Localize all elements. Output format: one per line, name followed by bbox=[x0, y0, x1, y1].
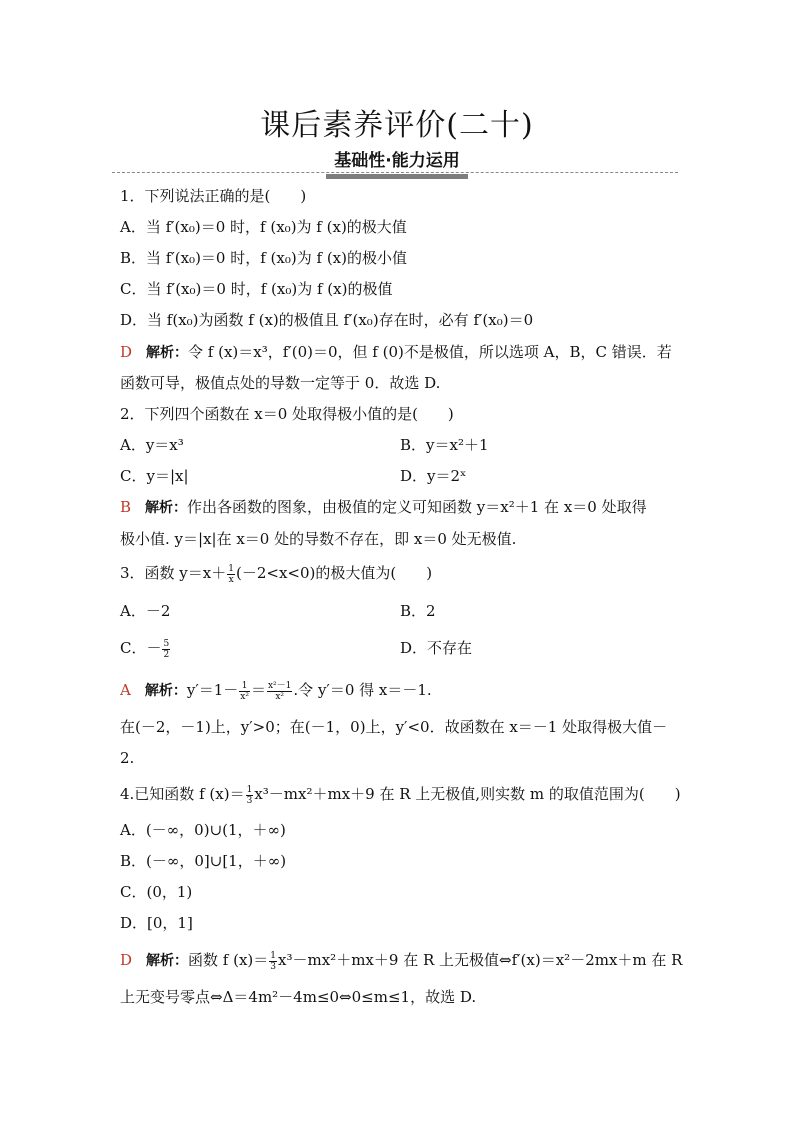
q4-stem-pre: 4.已知函数 f (x)＝ bbox=[120, 785, 245, 803]
section-subtitle: 基础性·能力运用 bbox=[326, 146, 467, 179]
q3-stem-fraction bbox=[227, 564, 235, 585]
q2-explanation-line2: 极小值. y＝|x|在 x＝0 处的导数不存在，即 x＝0 处无极值. bbox=[120, 530, 517, 548]
q1-exp1: 令 f (x)＝x³，f′(0)＝0，但 f (0)不是极值，所以选项 A，B，C 错误．若 bbox=[188, 343, 672, 361]
q3-c-pre: C．－ bbox=[120, 639, 162, 657]
q1-answer: D bbox=[120, 343, 133, 361]
dotted-divider bbox=[112, 172, 678, 173]
q1-option-b: B．当 f′(x₀)＝0 时，f (x₀)为 f (x)的极小值 bbox=[120, 249, 407, 267]
q1-jiexi-label: 解析： bbox=[146, 345, 189, 361]
q1-explanation-line2: 函数可导，极值点处的导数一定等于 0．故选 D. bbox=[120, 374, 441, 392]
q1-stem: 1．下列说法正确的是( ) bbox=[120, 187, 307, 205]
q2-option-d: D．y＝2ˣ bbox=[400, 467, 467, 485]
q4-exp1-post: x³－mx²＋mx＋9 在 R 上无极值⇔f′(x)＝x²－2mx＋m 在 R bbox=[278, 951, 683, 969]
q1-option-c: C．当 f′(x₀)＝0 时，f (x₀)为 f (x)的极值 bbox=[120, 280, 393, 298]
q3-answer: A bbox=[120, 681, 131, 699]
q2-exp1: 作出各函数的图象，由极值的定义可知函数 y＝x²＋1 在 x＝0 处取得 bbox=[187, 498, 647, 516]
q4-option-a: A．(－∞，0)∪(1，＋∞) bbox=[120, 821, 286, 839]
q4-stem-post: x³－mx²＋mx＋9 在 R 上无极值,则实数 m 的取值范围为( ) bbox=[254, 785, 681, 803]
q4-frac-num: 1 bbox=[246, 784, 253, 795]
q4-exp1-pre: 函数 f (x)＝ bbox=[188, 951, 269, 969]
q3-explanation-line3: 2. bbox=[120, 749, 135, 767]
q2-stem: 2．下列四个函数在 x＝0 处取得极小值的是( ) bbox=[120, 405, 454, 423]
q4-exp-frac-num: 1 bbox=[270, 950, 277, 961]
q3-exp1-post: .令 y′＝0 得 x＝－1. bbox=[293, 681, 432, 699]
q4-explanation-line1 bbox=[120, 950, 682, 972]
q4-option-d: D．[0，1] bbox=[120, 914, 193, 932]
q3-stem-pre: 3．函数 y＝x＋ bbox=[120, 564, 227, 582]
q3-option-a: A．－2 bbox=[120, 602, 171, 620]
q4-stem-fraction bbox=[246, 785, 254, 806]
q3-c-fraction bbox=[162, 639, 170, 660]
q4-explanation-line2: 上无变号零点⇔Δ＝4m²－4m≤0⇔0≤m≤1，故选 D. bbox=[120, 988, 477, 1006]
q3-frac-num: 1 bbox=[228, 563, 234, 574]
q3-exp1-eq: ＝ bbox=[250, 681, 266, 699]
q2-option-a: A．y＝x³ bbox=[120, 436, 184, 454]
q1-explanation-line1 bbox=[120, 342, 672, 363]
q4-answer: D bbox=[120, 951, 133, 969]
q3-option-c bbox=[120, 638, 171, 660]
q4-option-c: C．(0，1) bbox=[120, 883, 193, 901]
q3-c-den: 2 bbox=[163, 649, 170, 660]
q3-option-b: B．2 bbox=[400, 602, 436, 620]
q3-exp-frac1 bbox=[239, 681, 250, 702]
q4-exp-frac-den: 3 bbox=[270, 961, 277, 972]
q3-exp-frac1-den: x² bbox=[240, 691, 249, 702]
q4-jiexi-label: 解析： bbox=[146, 953, 189, 969]
q3-option-d: D．不存在 bbox=[400, 639, 473, 657]
q3-jiexi-label: 解析： bbox=[144, 683, 187, 699]
subtitle-wrap bbox=[0, 146, 794, 179]
page-title: 课后素养评价(二十) bbox=[260, 108, 534, 143]
q1-option-d: D．当 f(x₀)为函数 f (x)的极值且 f′(x₀)存在时，必有 f′(x₀)＝0 bbox=[120, 311, 534, 329]
q2-explanation-line1 bbox=[120, 497, 647, 518]
q3-explanation-line2: 在(－2，－1)上，y′>0；在(－1，0)上，y′<0．故函数在 x＝－1 处取得极大值－ bbox=[120, 718, 668, 736]
q3-frac-den: x bbox=[228, 574, 234, 585]
q3-exp-frac2-num: x²－1 bbox=[267, 680, 292, 691]
q4-exp-fraction bbox=[269, 951, 277, 972]
q3-exp-frac1-num: 1 bbox=[239, 681, 250, 692]
q2-option-b: B．y＝x²＋1 bbox=[400, 436, 489, 454]
q4-frac-den: 3 bbox=[246, 795, 253, 806]
q4-stem bbox=[120, 784, 681, 806]
q2-option-c: C．y＝|x| bbox=[120, 467, 189, 485]
q4-option-b: B．(－∞，0]∪[1，＋∞) bbox=[120, 852, 287, 870]
q3-stem-post: (－2<x<0)的极大值为( ) bbox=[235, 564, 433, 582]
q3-explanation-line1 bbox=[120, 680, 432, 702]
q3-exp1-pre: y′＝1－ bbox=[186, 681, 239, 699]
q3-exp-frac2-den: x² bbox=[275, 691, 285, 702]
q1-option-a: A．当 f′(x₀)＝0 时，f (x₀)为 f (x)的极大值 bbox=[120, 218, 407, 236]
q3-stem bbox=[120, 563, 432, 585]
q3-exp-frac2 bbox=[267, 681, 292, 702]
q3-c-num: 5 bbox=[163, 638, 170, 649]
q2-jiexi-label: 解析： bbox=[145, 500, 188, 516]
q2-answer: B bbox=[120, 498, 132, 516]
